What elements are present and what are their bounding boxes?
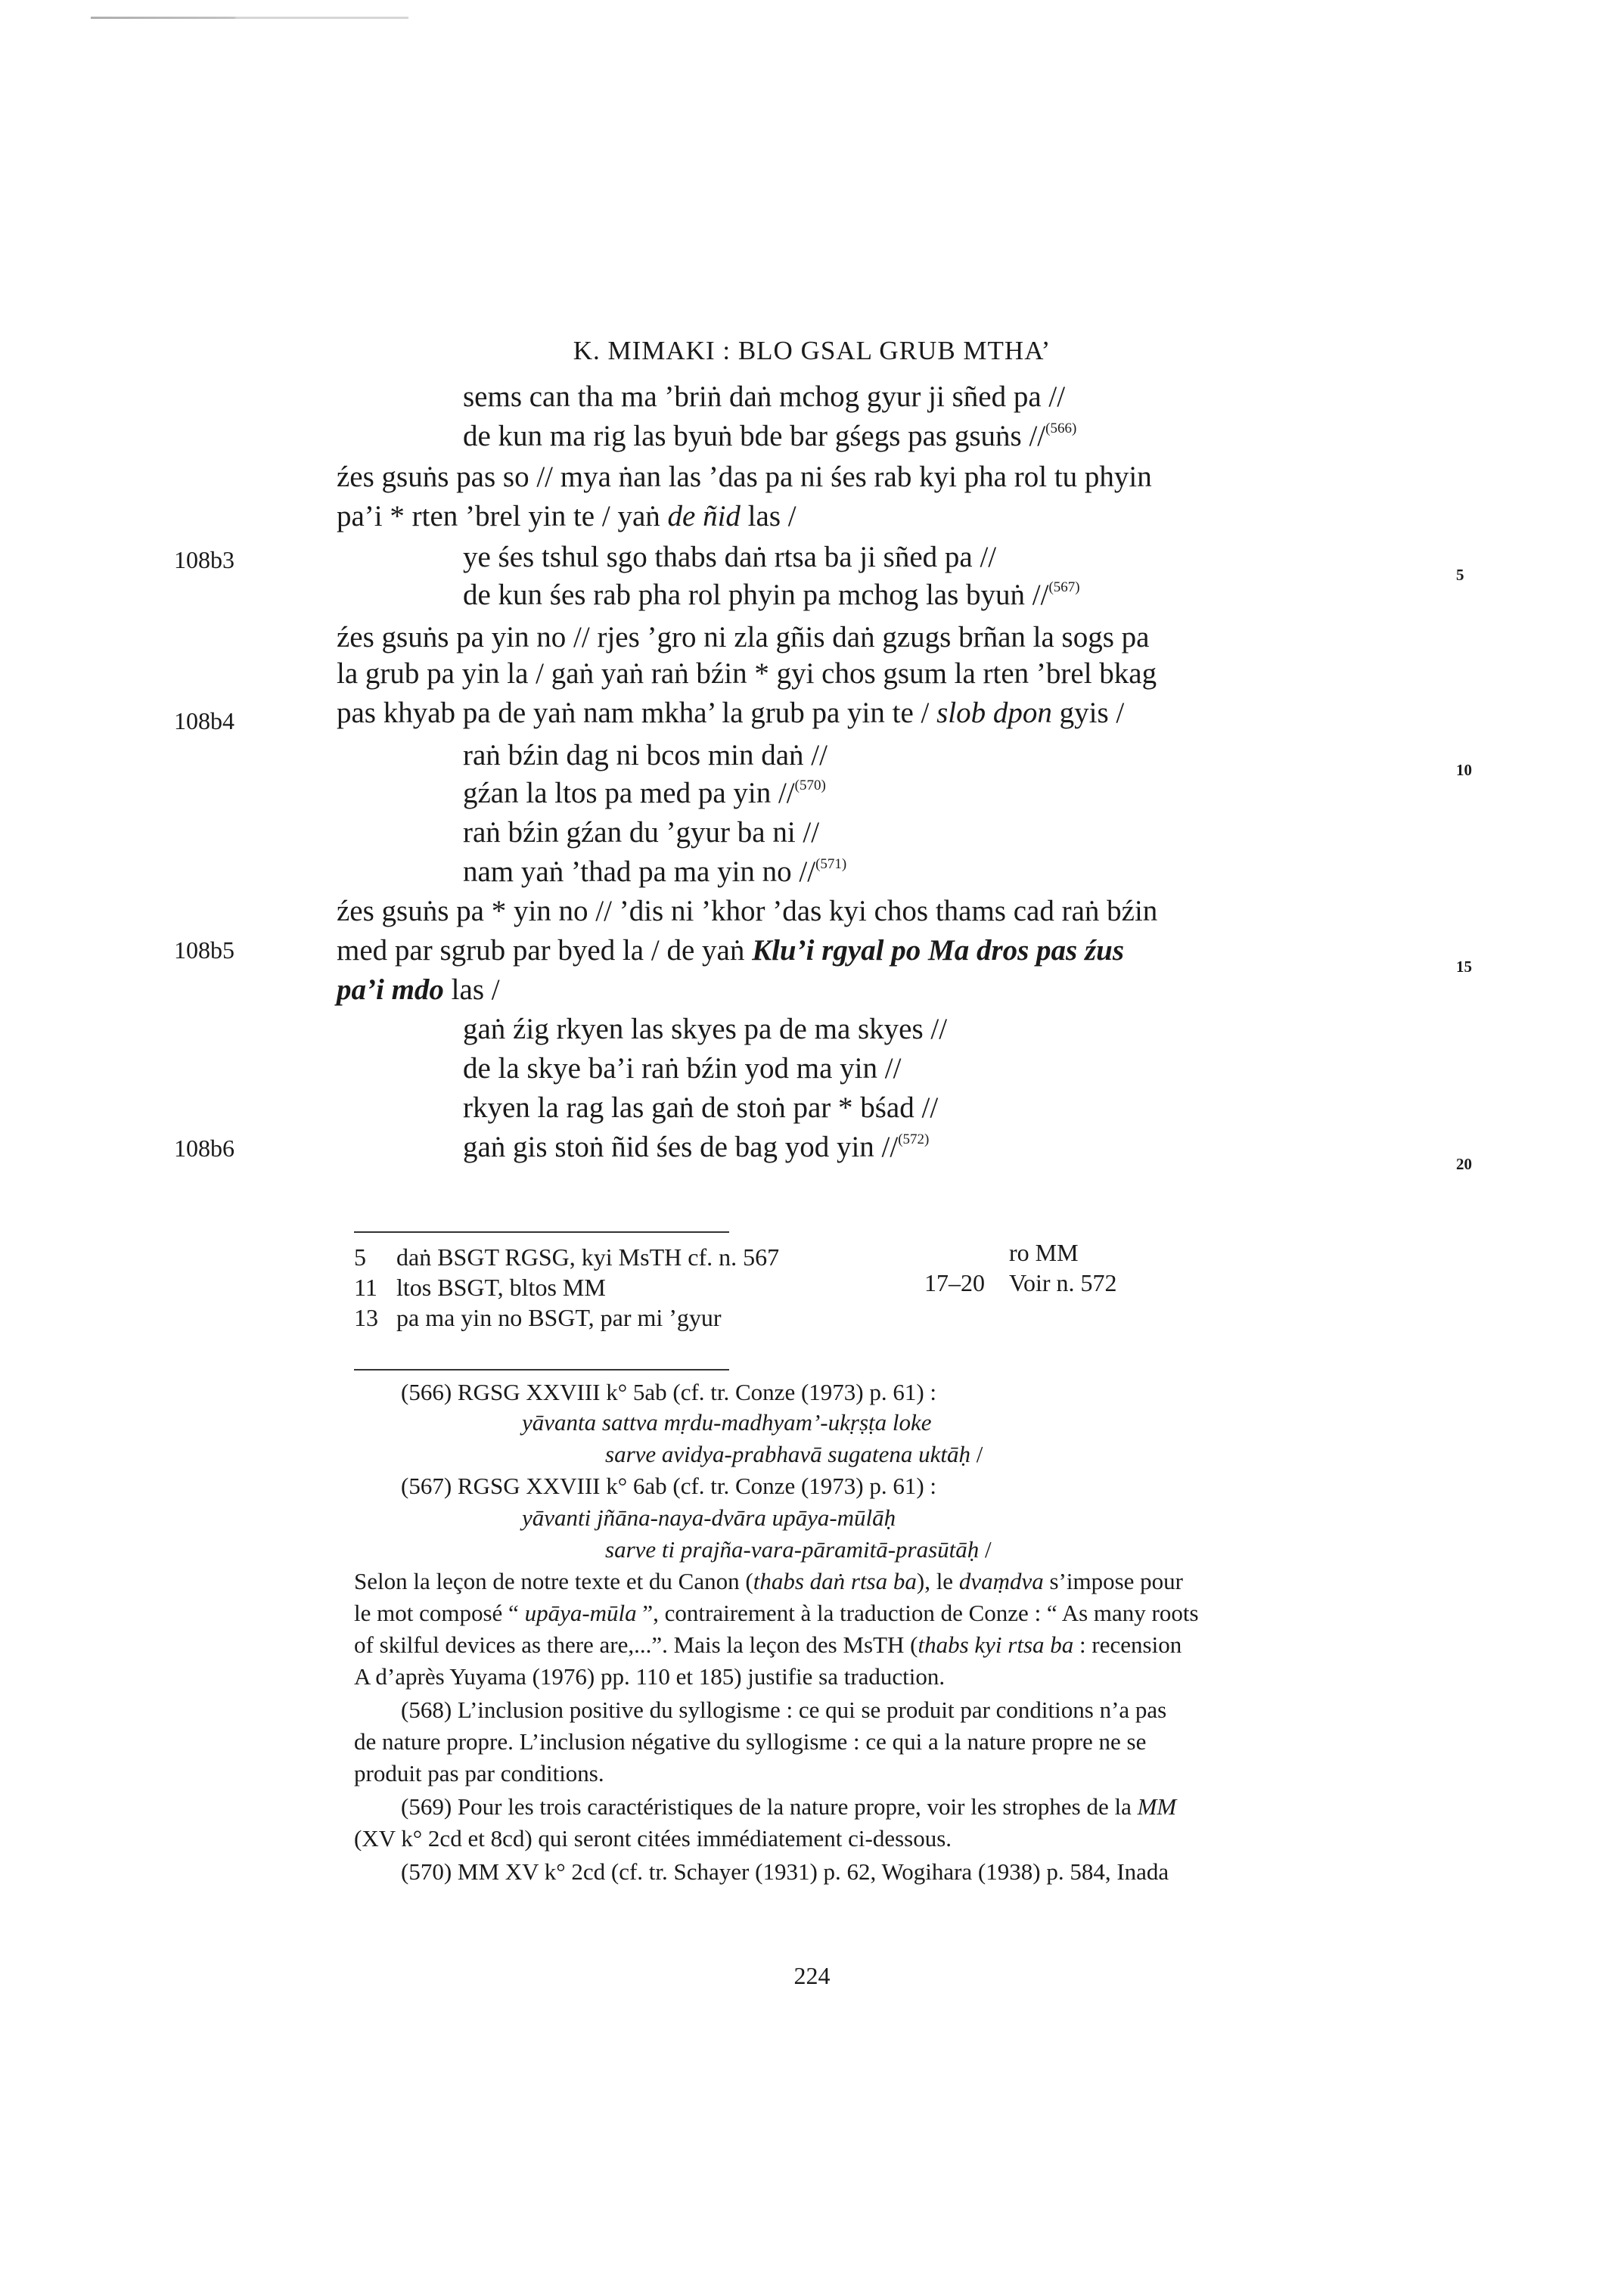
footnote-line	[401, 1856, 1169, 1888]
footnote-line	[354, 1758, 604, 1790]
variant-entry	[924, 1268, 1117, 1298]
variant-entry	[924, 1237, 1079, 1268]
italic-run: sarve ti prajña-vara-pāramitā-prasūtāḥ	[605, 1536, 980, 1563]
text-line	[463, 576, 1080, 619]
text-run: de nature propre. L’inclusion négative du syllogisme : ce qui a la nature propre ne se	[354, 1728, 1147, 1755]
folio-ref: 108b3	[174, 546, 234, 573]
footnote-line	[605, 1534, 992, 1566]
italic-run: yāvanta sattva mṛdu-madhyam’-ukṛṣṭa loke	[522, 1409, 932, 1436]
variant-line-ref: 5	[354, 1243, 366, 1271]
italic-run: upāya-mūla	[524, 1600, 637, 1626]
italic-run: yāvanti jñāna-naya-dvāra upāya-mūlāḥ	[522, 1504, 896, 1531]
line-number: 5	[1456, 566, 1464, 584]
text-run: produit pas par conditions.	[354, 1760, 604, 1786]
footnote-line	[354, 1726, 1146, 1758]
footnote-ref: (567)	[1048, 579, 1080, 595]
text-line	[463, 1050, 901, 1088]
text-run: raṅ bźin gźan du ’gyur ba ni //	[463, 816, 820, 849]
variant-entry	[354, 1242, 779, 1272]
text-line	[463, 814, 819, 852]
text-run: las /	[443, 973, 500, 1006]
text-run: le mot composé “	[354, 1600, 525, 1626]
italic-run: thabs daṅ rtsa ba	[753, 1568, 917, 1594]
folio-ref: 108b4	[174, 707, 234, 734]
text-line	[463, 539, 996, 576]
variant-text: daṅ BSGT RGSG, kyi MsTH cf. n. 567	[396, 1243, 780, 1271]
text-run: gyis /	[1051, 697, 1125, 729]
text-run: de la skye ba’i raṅ bźin yod ma yin //	[463, 1052, 902, 1085]
text-run: A d’après Yuyama (1976) pp. 110 et 185) justifie sa traduction.	[354, 1663, 946, 1690]
italic-run: dvaṃdva	[958, 1568, 1044, 1594]
text-line	[337, 932, 1124, 970]
text-run: las /	[740, 500, 796, 532]
text-line	[463, 1010, 947, 1048]
text-run: (XV k° 2cd et 8cd) qui seront citées immédiatement ci-dessous.	[354, 1825, 952, 1852]
text-line	[463, 737, 828, 774]
text-line	[337, 498, 796, 535]
text-run: (567) RGSG XXVIII k° 6ab (cf. tr. Conze (1973) p. 61) :	[401, 1473, 937, 1499]
text-run: źes gsuṅs pa yin no // rjes ’gro ni zla gñis daṅ gzugs brñan la sogs pa	[337, 621, 1150, 653]
text-line	[337, 655, 1157, 693]
text-run: rkyen la rag las gaṅ de stoṅ par * bśad //	[463, 1091, 939, 1124]
text-run: pas khyab pa de yaṅ nam mkha’ la grub pa yin te /	[337, 697, 937, 729]
text-run: gaṅ gis stoṅ ñid śes de bag yod yin //	[463, 1131, 899, 1163]
scan-artifact	[91, 17, 408, 19]
line-number: 15	[1456, 958, 1472, 976]
footnote-line	[522, 1407, 932, 1439]
variants-rule	[354, 1231, 729, 1233]
footnote-line	[401, 1377, 936, 1408]
text-line	[463, 378, 1065, 416]
line-number: 10	[1456, 761, 1472, 779]
variant-text: ltos BSGT, bltos MM	[396, 1274, 606, 1301]
variant-entry	[354, 1272, 606, 1302]
bold-italic-title: Klu’i rgyal po Ma dros pas źus	[752, 934, 1125, 967]
text-run: de kun ma rig las byuṅ bde bar gśegs pas gsuṅs //	[463, 420, 1046, 452]
italic-run: de ñid	[667, 500, 741, 532]
text-run: źes gsuṅs pa * yin no // ’dis ni ’khor ’das kyi chos thams cad raṅ bźin	[337, 895, 1158, 927]
text-line	[337, 619, 1149, 657]
footnote-line	[354, 1597, 1199, 1629]
footnote-line	[522, 1502, 896, 1534]
text-line	[463, 1089, 938, 1127]
variant-text: Voir n. 572	[1009, 1269, 1117, 1296]
text-run: of skilful devices as there are,...”. Mais la leçon des MsTH (	[354, 1631, 918, 1658]
variant-line-ref: 13	[354, 1304, 378, 1331]
text-line	[463, 1128, 929, 1172]
text-run: /	[979, 1536, 992, 1563]
footnote-line	[401, 1470, 936, 1502]
text-run: s’impose pour	[1043, 1568, 1183, 1594]
footnote-line	[401, 1694, 1166, 1726]
footnote-ref: (572)	[898, 1131, 930, 1147]
text-line	[337, 892, 1157, 930]
folio-ref: 108b5	[174, 936, 234, 964]
text-run: nam yaṅ ’thad pa ma yin no //	[463, 855, 816, 888]
variant-text: ro MM	[1009, 1239, 1079, 1266]
text-run: pa’i * rten ’brel yin te / yaṅ	[337, 500, 668, 532]
text-run: de kun śes rab pha rol phyin pa mchog las byuṅ //	[463, 579, 1049, 611]
text-run: /	[970, 1441, 983, 1467]
text-run: (569) Pour les trois caractéristiques de la nature propre, voir les strophes de la	[401, 1793, 1138, 1820]
text-run: gaṅ źig rkyen las skyes pa de ma skyes //	[463, 1013, 948, 1045]
italic-run: thabs kyi rtsa ba	[918, 1631, 1074, 1658]
text-line	[463, 418, 1076, 461]
variant-line-ref: 11	[354, 1274, 377, 1301]
text-run: la grub pa yin la / gaṅ yaṅ raṅ bźin * gyi chos gsum la rten ’brel bkag	[337, 657, 1157, 690]
line-number: 20	[1456, 1155, 1472, 1173]
text-run: (570) MM XV k° 2cd (cf. tr. Schayer (1931) p. 62, Wogihara (1938) p. 584, Inada	[401, 1858, 1169, 1885]
page-number: 224	[793, 1962, 831, 1989]
footnote-ref: (566)	[1045, 421, 1077, 436]
folio-ref: 108b6	[174, 1135, 234, 1162]
text-run: Selon la leçon de notre texte et du Canon (	[354, 1568, 753, 1594]
footnote-line	[401, 1791, 1176, 1823]
text-run: sems can tha ma ’briṅ daṅ mchog gyur ji sñed pa //	[463, 380, 1066, 413]
italic-run: slob dpon	[936, 697, 1052, 729]
text-run: gźan la ltos pa med pa yin //	[463, 777, 795, 809]
italic-run: MM	[1137, 1793, 1177, 1820]
footnote-line	[354, 1566, 1183, 1597]
footnote-line	[605, 1439, 983, 1470]
text-line	[337, 971, 500, 1009]
variant-entry	[354, 1302, 722, 1333]
text-run: źes gsuṅs pas so // mya ṅan las ’das pa ni śes rab kyi pha rol tu phyin	[337, 461, 1152, 493]
text-run: raṅ bźin dag ni bcos min daṅ //	[463, 739, 828, 771]
text-line	[463, 853, 846, 896]
footnote-ref: (571)	[815, 856, 847, 872]
italic-run: sarve avidya-prabhavā sugatena uktāḥ	[605, 1441, 970, 1467]
text-run: (568) L’inclusion positive du syllogisme : ce qui se produit par conditions n’a pas	[401, 1696, 1167, 1723]
text-line	[463, 774, 826, 818]
text-run: med par sgrub par byed la / de yaṅ	[337, 934, 753, 967]
bold-italic-title: pa’i mdo	[337, 973, 444, 1006]
text-run: : recension	[1073, 1631, 1182, 1658]
footnote-line	[354, 1661, 945, 1693]
footnote-line	[354, 1629, 1182, 1661]
variant-line-ref: 17–20	[924, 1269, 985, 1296]
footnotes-rule	[354, 1369, 729, 1371]
running-header: K. MIMAKI : BLO GSAL GRUB MTHA’	[573, 336, 1051, 365]
text-line	[337, 458, 1152, 496]
text-run: ye śes tshul sgo thabs daṅ rtsa ba ji sñed pa //	[463, 541, 997, 573]
text-run: ”, contrairement à la traduction de Conze : “ As many roots	[636, 1600, 1199, 1626]
text-run: ), le	[916, 1568, 959, 1594]
footnote-line	[354, 1823, 952, 1855]
text-line	[337, 694, 1124, 732]
variant-text: pa ma yin no BSGT, par mi ’gyur	[396, 1304, 722, 1331]
text-run: (566) RGSG XXVIII k° 5ab (cf. tr. Conze (1973) p. 61) :	[401, 1379, 937, 1405]
footnote-ref: (570)	[794, 778, 826, 793]
